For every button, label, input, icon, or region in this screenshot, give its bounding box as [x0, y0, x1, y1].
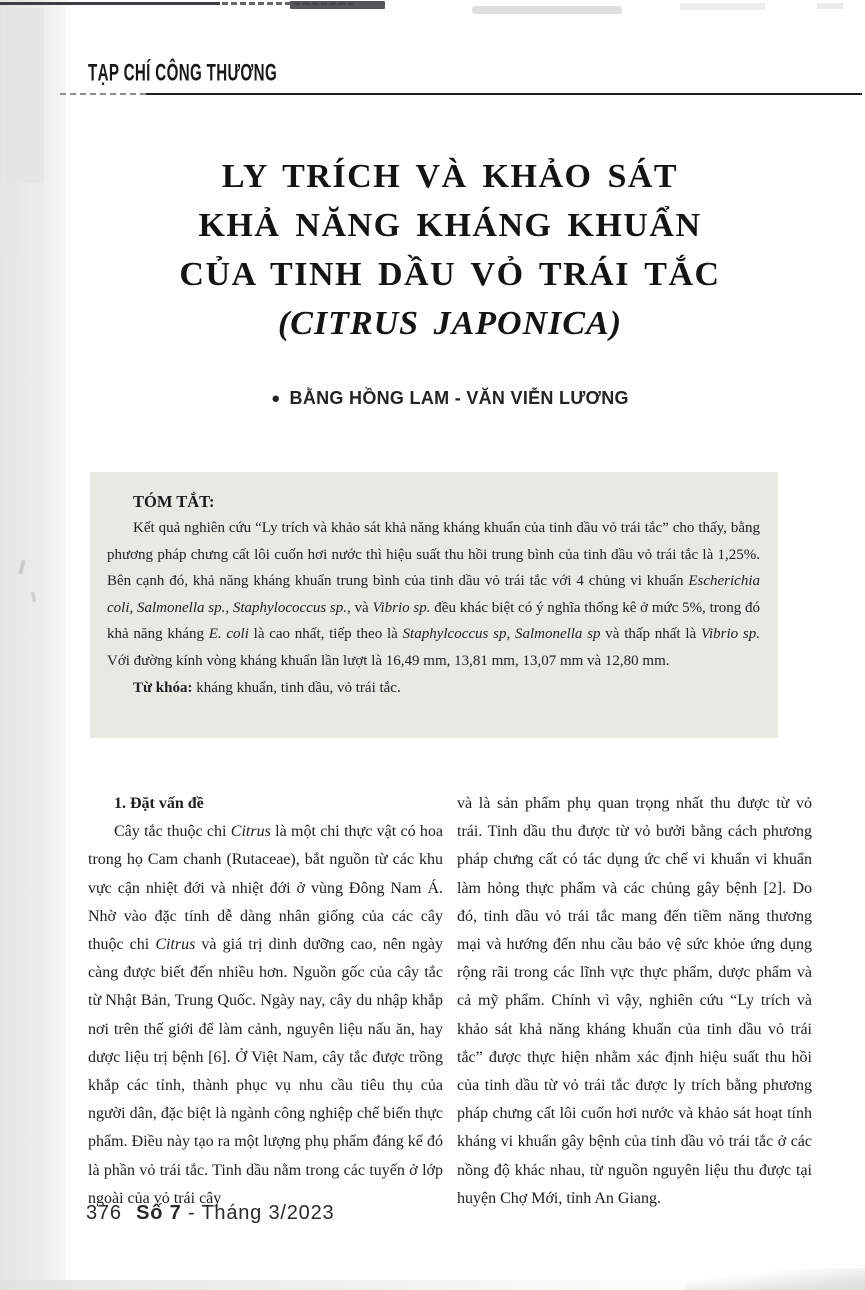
scan-artifact-smear: [680, 3, 765, 10]
left-column: [88, 790, 443, 1213]
scan-corner-shadow: [685, 1268, 865, 1290]
section-heading: 1. Đặt vấn đề: [114, 795, 204, 812]
keywords-label: Từ khóa:: [133, 679, 193, 696]
article-title-species: (CITRUS JAPONICA): [277, 305, 623, 342]
page-number: 376: [86, 1202, 122, 1224]
body-paragraph: và là sản phẩm phụ quan trọng nhất thu được từ vỏ trái. Tinh dầu thu được từ vỏ bưởi bằng cách phương pháp chưng cất có tác dụng ức chế vi khuẩn vi khuẩn làm hỏng thực phẩm và các chủng gây bệnh [2]. Do đó, tinh dầu vỏ trái tắc mang đến tiềm năng thương mại và hướng đến nhu cầu bảo vệ sức khỏe ứng dụng rộng rãi trong các lĩnh vực thực phẩm, dược phẩm và cả mỹ phẩm. Chính vì vậy, nghiên cứu “Ly trích và khảo sát khả năng kháng khuẩn của tinh dầu vỏ trái tắc” được thực hiện nhằm xác định hiệu suất thu hồi của tinh dầu từ vỏ trái tắc được ly trích bằng phương pháp chưng cất lôi cuốn hơi nước và khảo sát hoạt tính kháng vi khuẩn gây bệnh của tinh dầu vỏ trái tắc ở các nồng độ khác nhau, từ nguồn nguyên liệu thu được tại huyện Chợ Mới, tỉnh An Giang.: [457, 795, 812, 1207]
scan-artifact-line: [0, 2, 220, 5]
abstract-keywords: [107, 675, 760, 702]
author-names: BẰNG HỒNG LAM - VĂN VIỄN LƯƠNG: [289, 388, 629, 408]
right-column: [457, 790, 812, 1213]
scan-artifact-bar: [290, 1, 385, 9]
header-rule-dashed: [60, 93, 146, 95]
article-title-line: CỦA TINH DẦU VỎ TRÁI TẮC: [179, 256, 721, 293]
body-columns: [88, 790, 812, 1213]
scan-edge-band: [0, 0, 66, 1290]
keywords-text: kháng khuẩn, tinh dầu, vỏ trái tắc.: [192, 679, 401, 696]
issue-label: Số 7: [136, 1202, 182, 1224]
abstract-box: [90, 472, 778, 738]
scan-artifact-smear: [472, 6, 622, 14]
scan-artifact-smear: [817, 3, 843, 9]
page-footer: [86, 1202, 334, 1225]
issue-date: - Tháng 3/2023: [187, 1202, 335, 1224]
article-title-line: KHẢ NĂNG KHÁNG KHUẨN: [198, 207, 702, 244]
abstract-text: Kết quả nghiên cứu “Ly trích và khảo sát khả năng kháng khuẩn của tinh dầu vỏ trái tắc” cho thấy, bằng phương pháp chưng cất lôi cuốn hơi nước thì hiệu suất thu hồi trung bình của tinh dầu vỏ trái tắc là 1,25%. Bên cạnh đó, khả năng kháng khuẩn trung bình của tinh dầu vỏ trái tắc với 4 chủng vi khuẩn Escherichia coli, Salmonella sp., Staphylococcus sp., và Vibrio sp. đều khác biệt có ý nghĩa thống kê ở mức 5%, trong đó khả năng kháng E. coli là cao nhất, tiếp theo là Staphylcoccus sp, Salmonella sp và thấp nhất là Vibrio sp. Với đường kính vòng kháng khuẩn lần lượt là 16,49 mm, 13,81 mm, 13,07 mm và 12,80 mm.: [107, 520, 760, 669]
article-title-line: LY TRÍCH VÀ KHẢO SÁT: [221, 158, 679, 195]
article-title: [88, 152, 812, 348]
abstract-heading: TÓM TẮT:: [133, 492, 215, 511]
journal-name: TẠP CHÍ CÔNG THƯƠNG: [88, 60, 278, 87]
header-rule: [146, 93, 862, 95]
authors-line: [88, 388, 812, 409]
bullet-icon: ●: [271, 390, 281, 407]
body-paragraph: Cây tắc thuộc chi Citrus là một chi thực vật có hoa trong họ Cam chanh (Rutaceae), bắt nguồn từ các khu vực cận nhiệt đới và nhiệt đới ở vùng Đông Nam Á. Nhờ vào đặc tính dễ dàng nhân giống của các cây thuộc chi Citrus và giá trị dinh dưỡng cao, nên ngày càng được biết đến nhiều hơn. Nguồn gốc của cây tắc từ Nhật Bản, Trung Quốc. Ngày nay, cây du nhập khắp nơi trên thế giới để làm cảnh, nguyên liệu nấu ăn, hay dược liệu trị bệnh [6]. Ở Việt Nam, cây tắc được trồng khắp các tỉnh, thành phục vụ nhu cầu tiêu thụ của người dân, đặc biệt là ngành công nghiệp chế biến thực phẩm. Điều này tạo ra một lượng phụ phẩm đáng kể đó là phần vỏ trái tắc. Tinh dầu nằm trong các tuyến ở lớp ngoài của vỏ trái cây: [88, 823, 444, 1207]
